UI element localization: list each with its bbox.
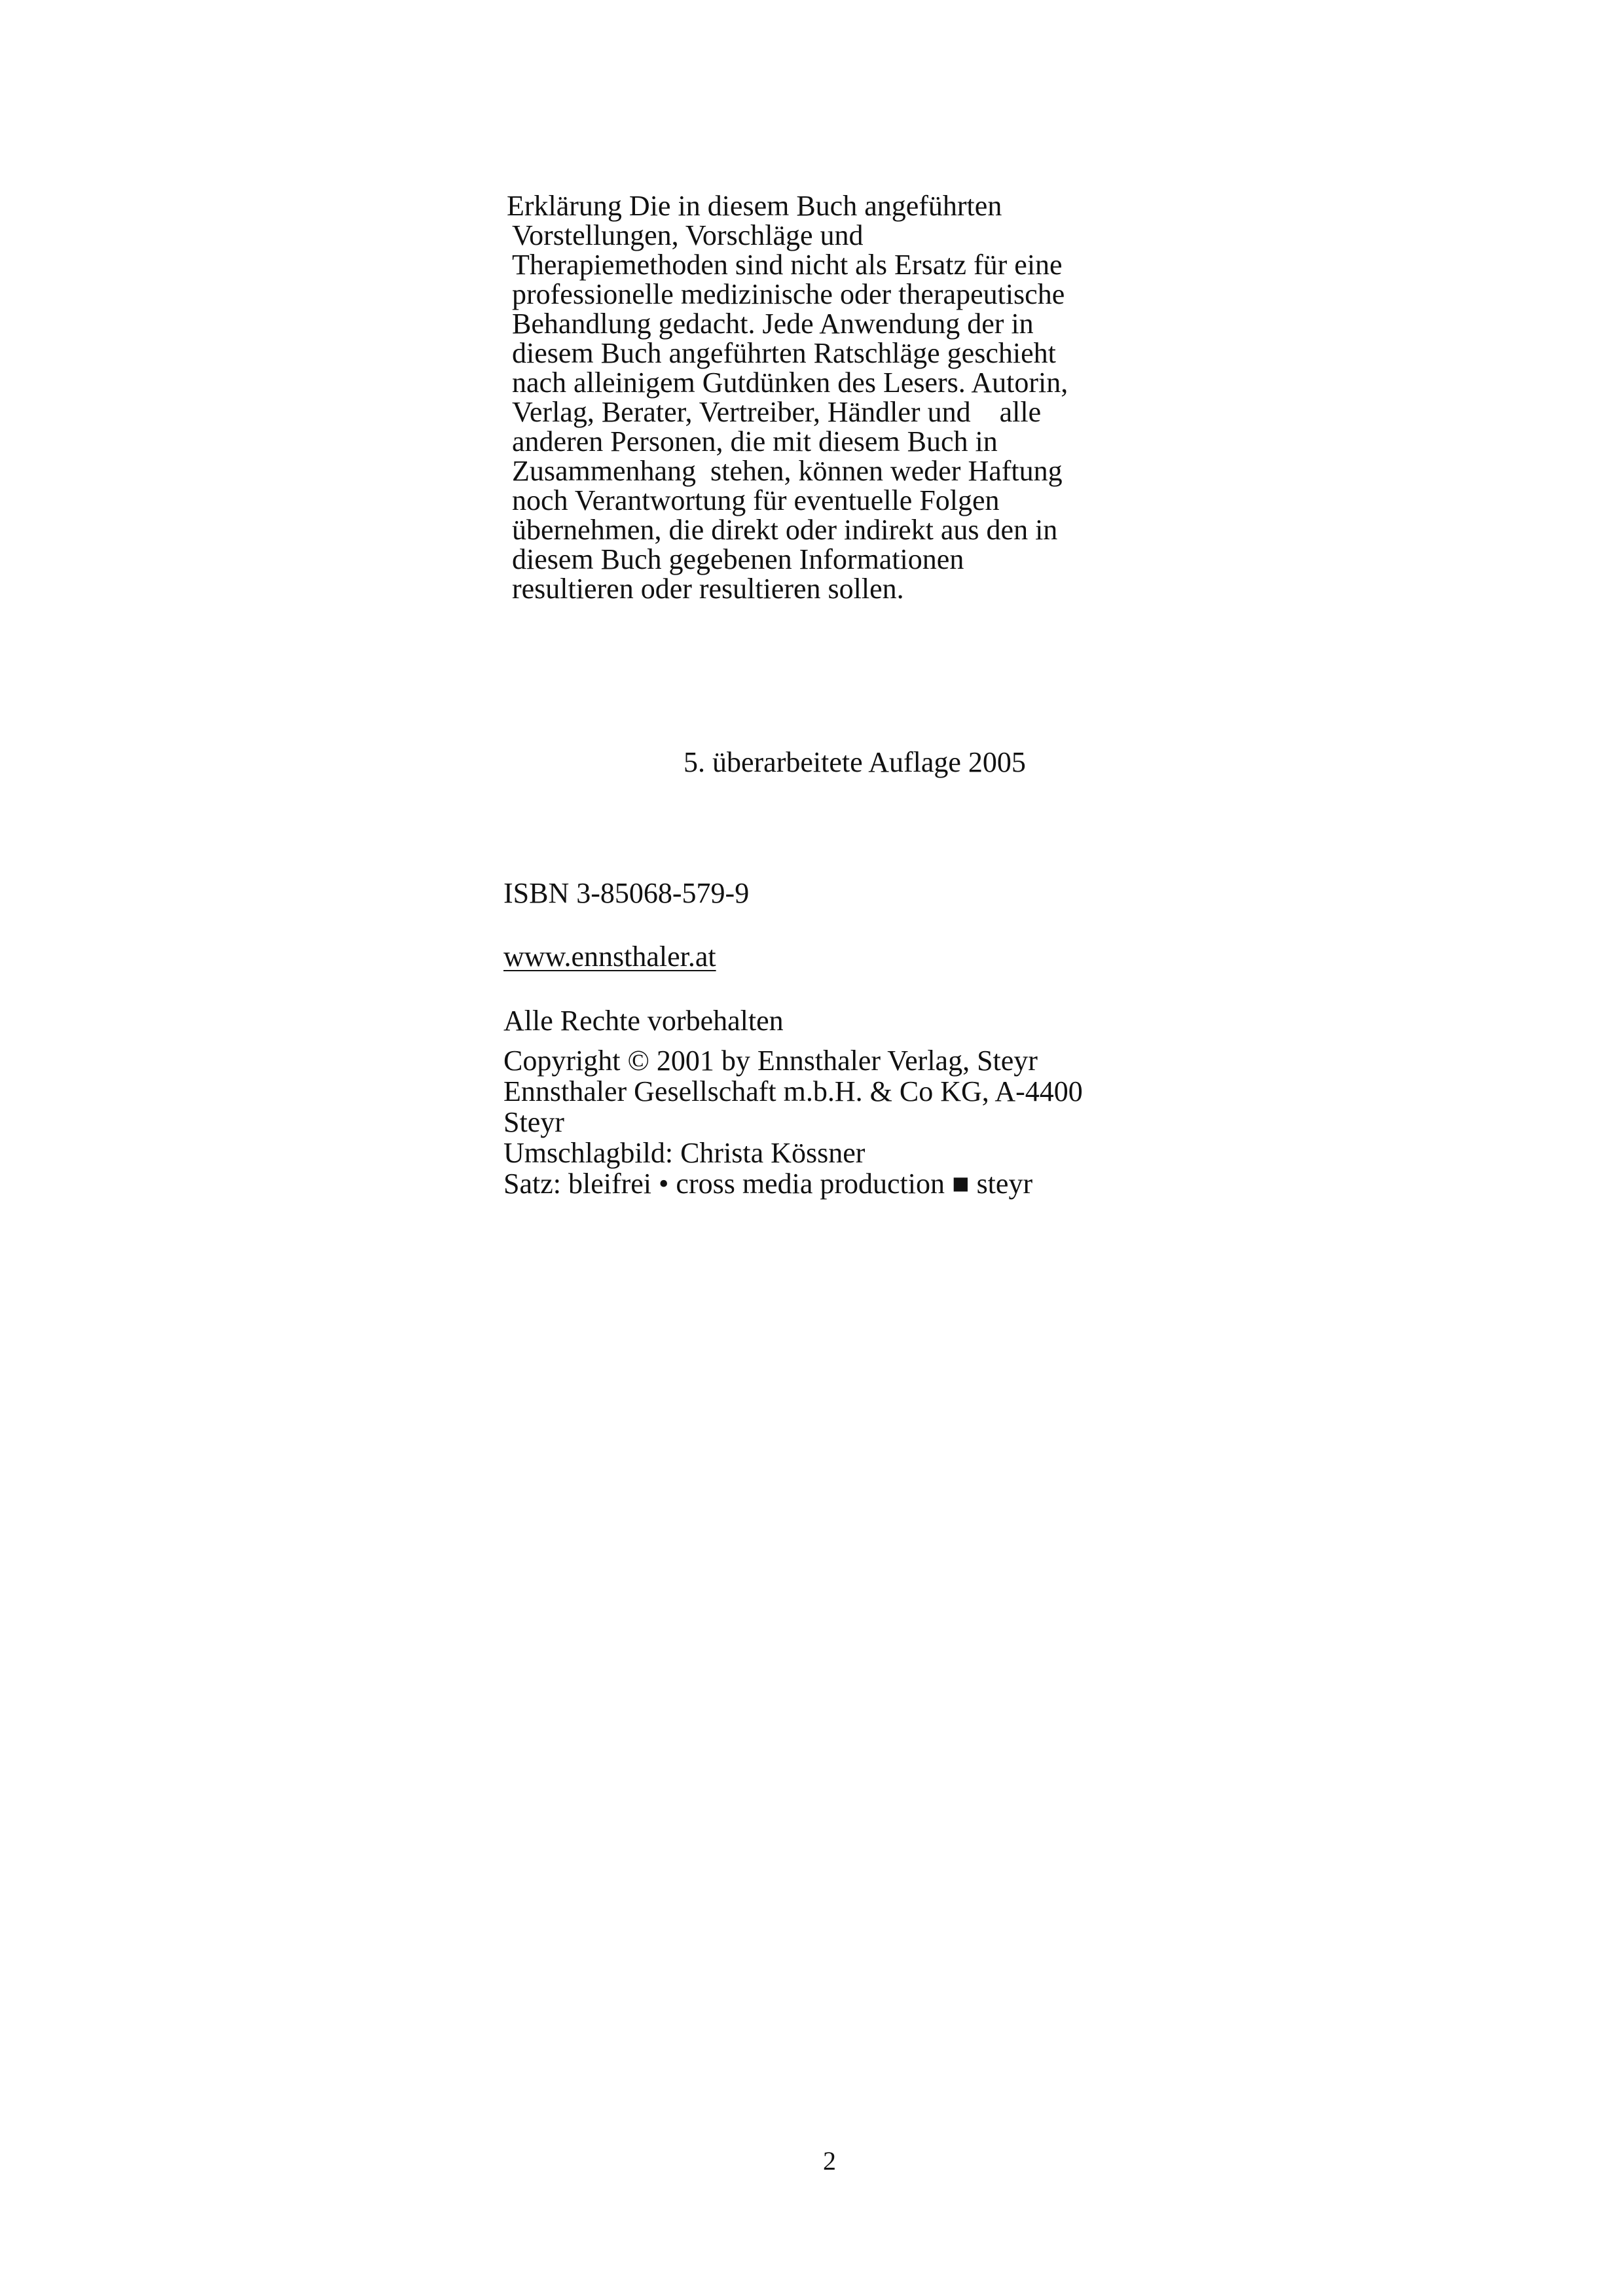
disclaimer-line: noch Verantwortung für eventuelle Folgen [512, 484, 1000, 516]
publisher-address-line: Ennsthaler Gesellschaft m.b.H. & Co KG, A-4400 [503, 1075, 1083, 1107]
publisher-city-line: Steyr [503, 1106, 564, 1138]
disclaimer-line: Erklärung Die in diesem Buch angeführten [507, 190, 1002, 222]
disclaimer-line: Verlag, Berater, Vertreiber, Händler und alle [512, 396, 1042, 428]
disclaimer-line: übernehmen, die direkt oder indirekt aus den in [512, 514, 1058, 546]
disclaimer-paragraph [507, 190, 1206, 605]
disclaimer-line: professionelle medizinische oder therapeutische [512, 278, 1065, 310]
disclaimer-line: Behandlung gedacht. Jede Anwendung der in [512, 308, 1034, 340]
publisher-website-link[interactable]: www.ennsthaler.at [503, 941, 716, 973]
copyright-line: Copyright © 2001 by Ennsthaler Verlag, Steyr [503, 1045, 1038, 1077]
disclaimer-line: anderen Personen, die mit diesem Buch in [512, 425, 998, 457]
disclaimer-line: diesem Buch angeführten Ratschläge geschieht [512, 337, 1056, 369]
edition-note: 5. überarbeitete Auflage 2005 [684, 746, 1026, 778]
disclaimer-line: Zusammenhang stehen, können weder Haftung [512, 455, 1063, 487]
disclaimer-line: diesem Buch gegebenen Informationen [512, 543, 964, 575]
disclaimer-line: Vorstellungen, Vorschläge und [512, 219, 864, 251]
isbn-number: ISBN 3-85068-579-9 [503, 877, 750, 909]
disclaimer-line: nach alleinigem Gutdünken des Lesers. Autorin, [512, 367, 1068, 399]
rights-statement: Alle Rechte vorbehalten [503, 1005, 784, 1037]
typesetting-credit-line: Satz: bleifrei • cross media production ■ steyr [503, 1168, 1033, 1200]
disclaimer-line: Therapiemethoden sind nicht als Ersatz für eine [512, 249, 1063, 281]
disclaimer-line: resultieren oder resultieren sollen. [512, 573, 904, 605]
cover-credit-line: Umschlagbild: Christa Kössner [503, 1137, 866, 1169]
imprint-block [503, 1045, 1224, 1199]
page-number: 2 [823, 2146, 836, 2176]
